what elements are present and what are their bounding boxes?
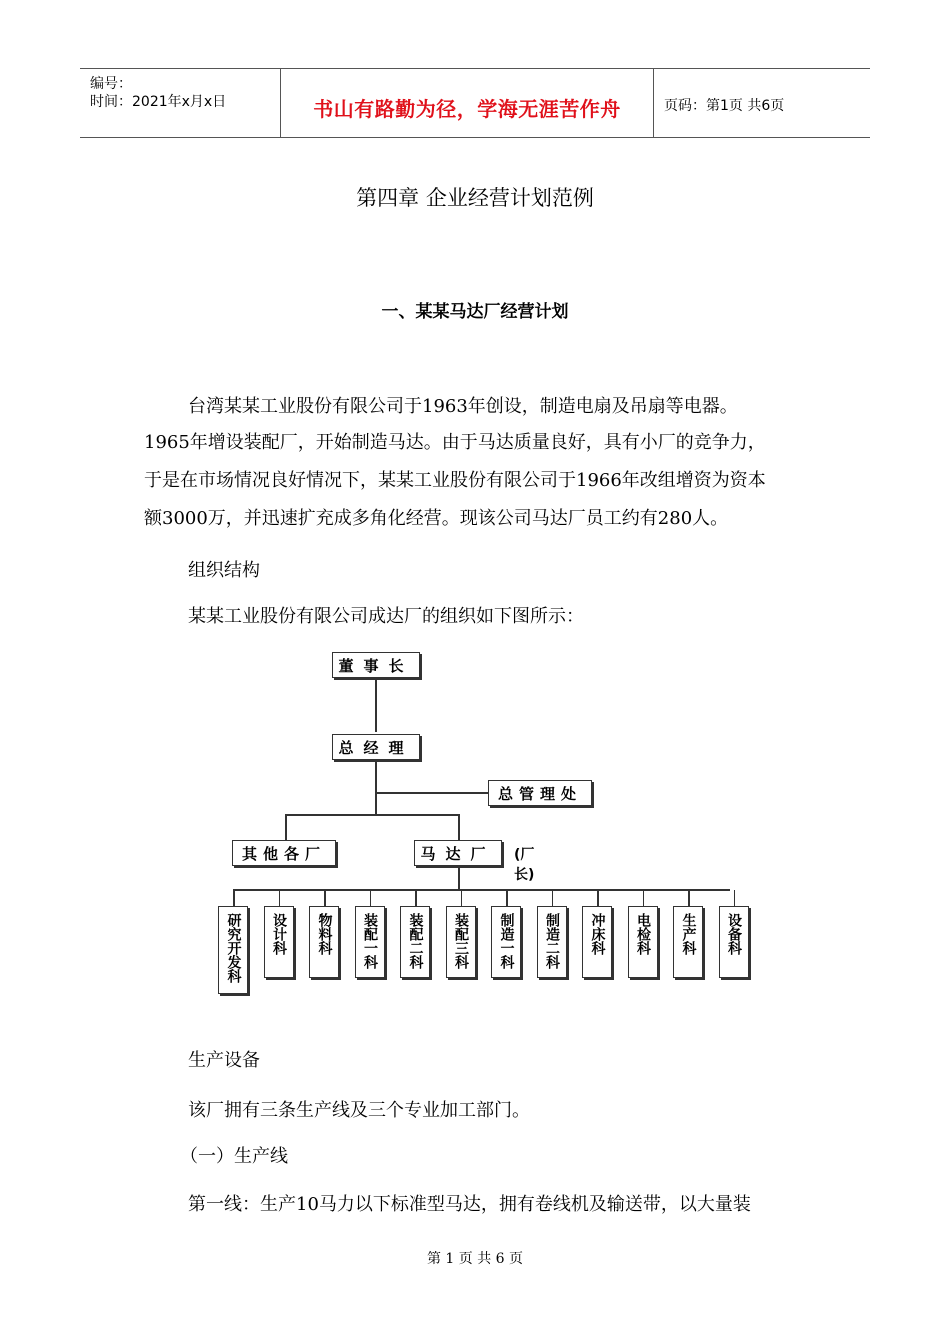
- intro-line-4: 额3000万，并迅速扩充成多角化经营。现该公司马达厂员工约有280人。: [144, 508, 729, 529]
- org-box-department: 设备科: [719, 906, 749, 978]
- org-connector: [688, 890, 690, 906]
- intro-line-2: 1965年增设装配厂，开始制造马达。由于马达质量良好，具有小厂的竞争力，: [144, 432, 766, 453]
- org-box-department: 电检科: [628, 906, 658, 978]
- org-connector: [285, 814, 459, 816]
- org-connector: [279, 890, 281, 906]
- page-header: [80, 68, 870, 138]
- org-box-other-plants: 其他各厂: [232, 840, 336, 866]
- org-box-department: 研究开发科: [218, 906, 248, 994]
- doc-code: 编号：: [90, 76, 132, 92]
- header-motto-cell: [281, 69, 654, 137]
- header-page-cell: [654, 69, 870, 137]
- org-box-gm: 总经理: [332, 734, 420, 760]
- org-box-department: 装配一科: [355, 906, 385, 978]
- org-box-admin: 总管理处: [488, 780, 592, 806]
- header-info-cell: [80, 69, 281, 137]
- org-connector: [415, 890, 417, 906]
- org-plant-head-note: (厂长): [514, 847, 535, 883]
- org-connector: [506, 890, 508, 906]
- line-first: 第一线：生产10马力以下标准型马达，拥有卷线机及输送带，以大量装: [188, 1194, 751, 1215]
- header-motto: 书山有路勤为径，学海无涯苦作舟: [313, 97, 621, 121]
- intro-line-3: 于是在市场情况良好情况下，某某工业股份有限公司于1966年改组增资为资本: [144, 470, 766, 491]
- org-connector: [375, 680, 377, 732]
- org-box-department: 装配二科: [400, 906, 430, 978]
- org-box-department: 制造一科: [491, 906, 521, 978]
- org-box-motor-plant: 马达厂: [414, 840, 502, 866]
- org-box-department: 设计科: [264, 906, 294, 978]
- org-connector: [552, 890, 554, 906]
- org-connector: [324, 890, 326, 906]
- org-connector: [597, 890, 599, 906]
- page-footer: 第 1 页 共 6 页: [426, 1251, 524, 1267]
- org-connector: [458, 868, 460, 890]
- org-connector: [233, 890, 235, 906]
- org-connector: [375, 762, 377, 814]
- header-page-info: 页码：第1页 共6页: [664, 98, 785, 114]
- org-box-department: 装配三科: [446, 906, 476, 978]
- org-connector: [643, 890, 645, 906]
- org-connector: [376, 792, 488, 794]
- org-box-department: 冲床科: [582, 906, 612, 978]
- org-box-chairman: 董事长: [332, 652, 420, 678]
- org-connector: [285, 814, 287, 840]
- doc-time: 时间：2021年x月x日: [90, 94, 227, 110]
- org-connector: [458, 814, 460, 840]
- chapter-title: 第四章 企业经营计划范例: [356, 186, 594, 210]
- org-box-department: 制造二科: [537, 906, 567, 978]
- line-heading: （一）生产线: [180, 1146, 288, 1167]
- intro-line-1: 台湾某某工业股份有限公司于1963年创设，制造电扇及吊扇等电器。: [188, 396, 738, 417]
- org-connector: [734, 890, 736, 906]
- org-box-department: 生产科: [673, 906, 703, 978]
- org-heading: 组织结构: [188, 560, 260, 581]
- equipment-heading: 生产设备: [188, 1050, 260, 1071]
- org-connector: [233, 889, 730, 891]
- org-caption: 某某工业股份有限公司成达厂的组织如下图所示：: [188, 606, 584, 627]
- org-box-department: 物料科: [309, 906, 339, 978]
- section-title: 一、某某马达厂经营计划: [381, 302, 569, 322]
- equipment-text: 该厂拥有三条生产线及三个专业加工部门。: [188, 1100, 530, 1121]
- org-connector: [370, 890, 372, 906]
- org-connector: [461, 890, 463, 906]
